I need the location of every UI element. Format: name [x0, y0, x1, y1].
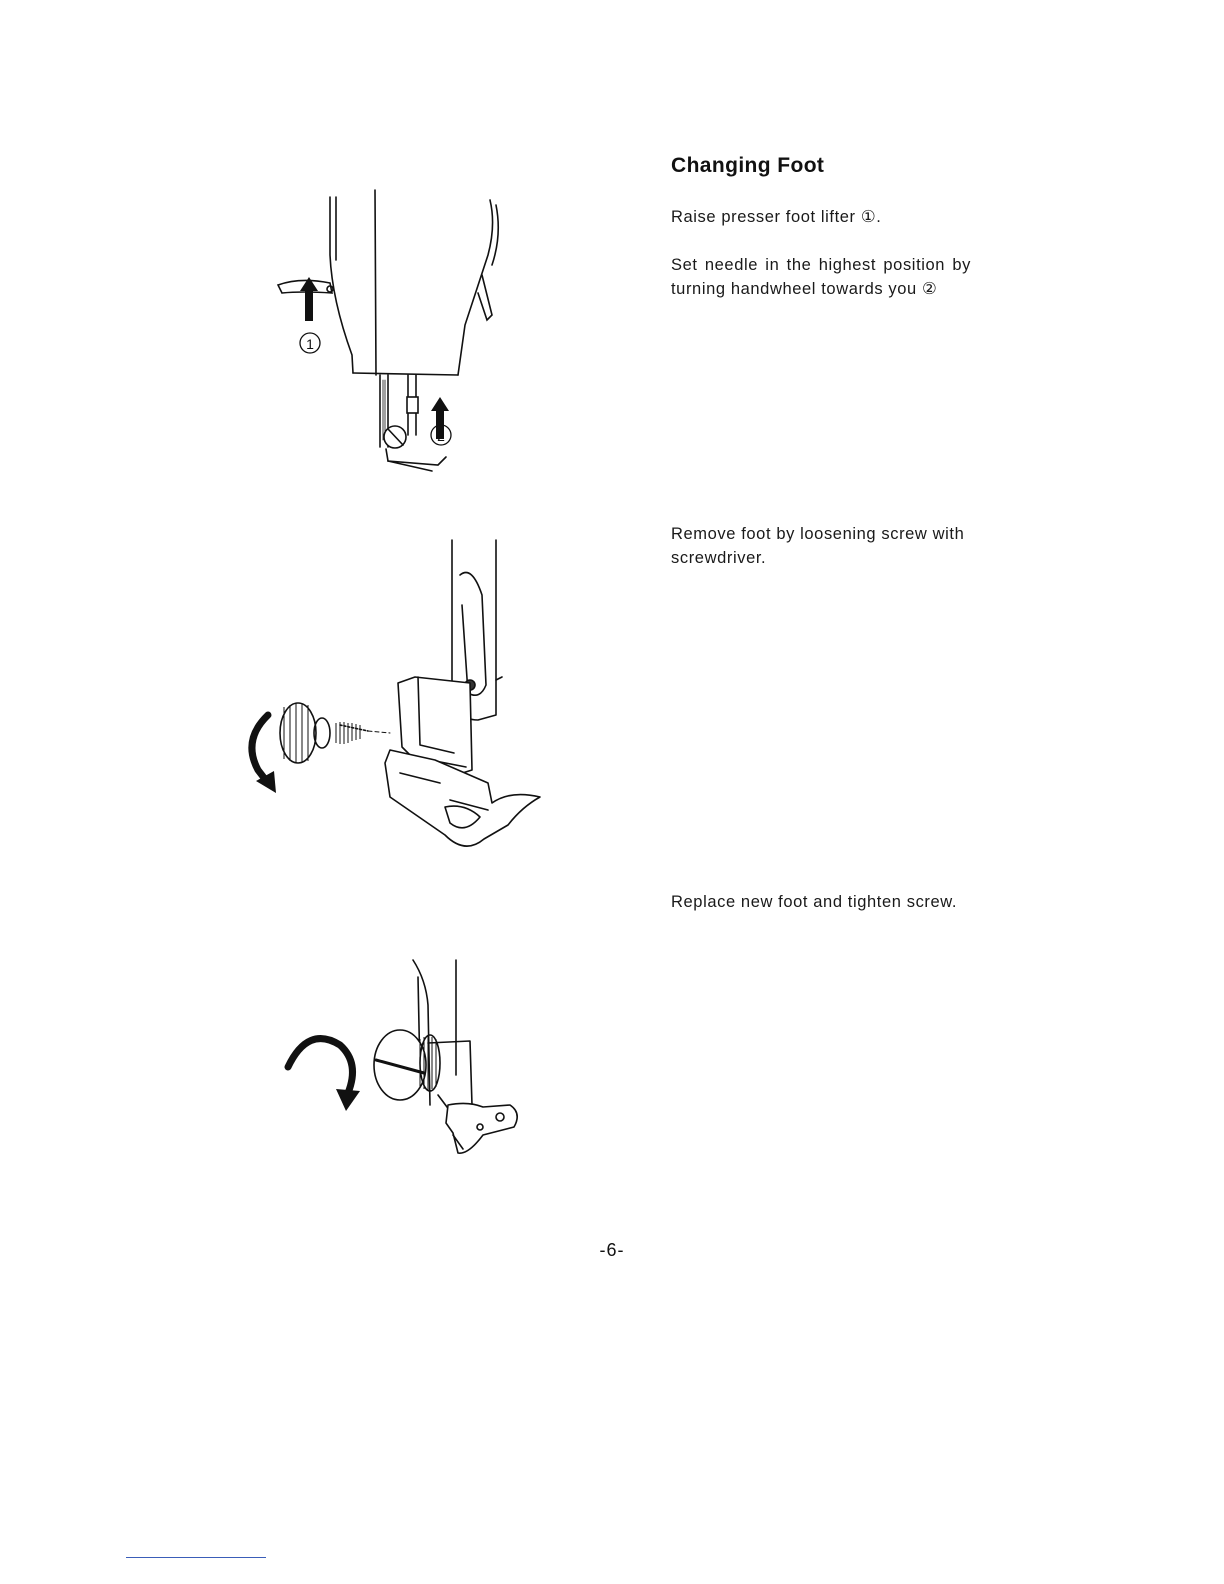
figure-remove-foot	[240, 535, 560, 855]
figure-raise-lifter	[260, 185, 530, 485]
page-number: -6-	[599, 1240, 625, 1260]
figure-tighten-screw	[278, 955, 538, 1170]
step-raise-lifter: Raise presser foot lifter ①.	[671, 208, 882, 226]
figure-remove-foot-drawing	[240, 535, 560, 855]
callout-1: 1	[306, 336, 314, 352]
step-remove-foot: Remove foot by loosening screw with screwdriver.	[671, 525, 965, 567]
figure-tighten-screw-drawing	[278, 955, 538, 1170]
figure-raise-lifter-drawing	[260, 185, 530, 485]
step-set-needle: Set needle in the highest position by turning handwheel towards you ②	[671, 256, 971, 298]
step-replace-foot: Replace new foot and tighten screw.	[671, 893, 958, 911]
callout-2: 2	[437, 428, 445, 444]
footer-rule	[126, 1557, 266, 1558]
section-title: Changing Foot	[671, 154, 825, 177]
